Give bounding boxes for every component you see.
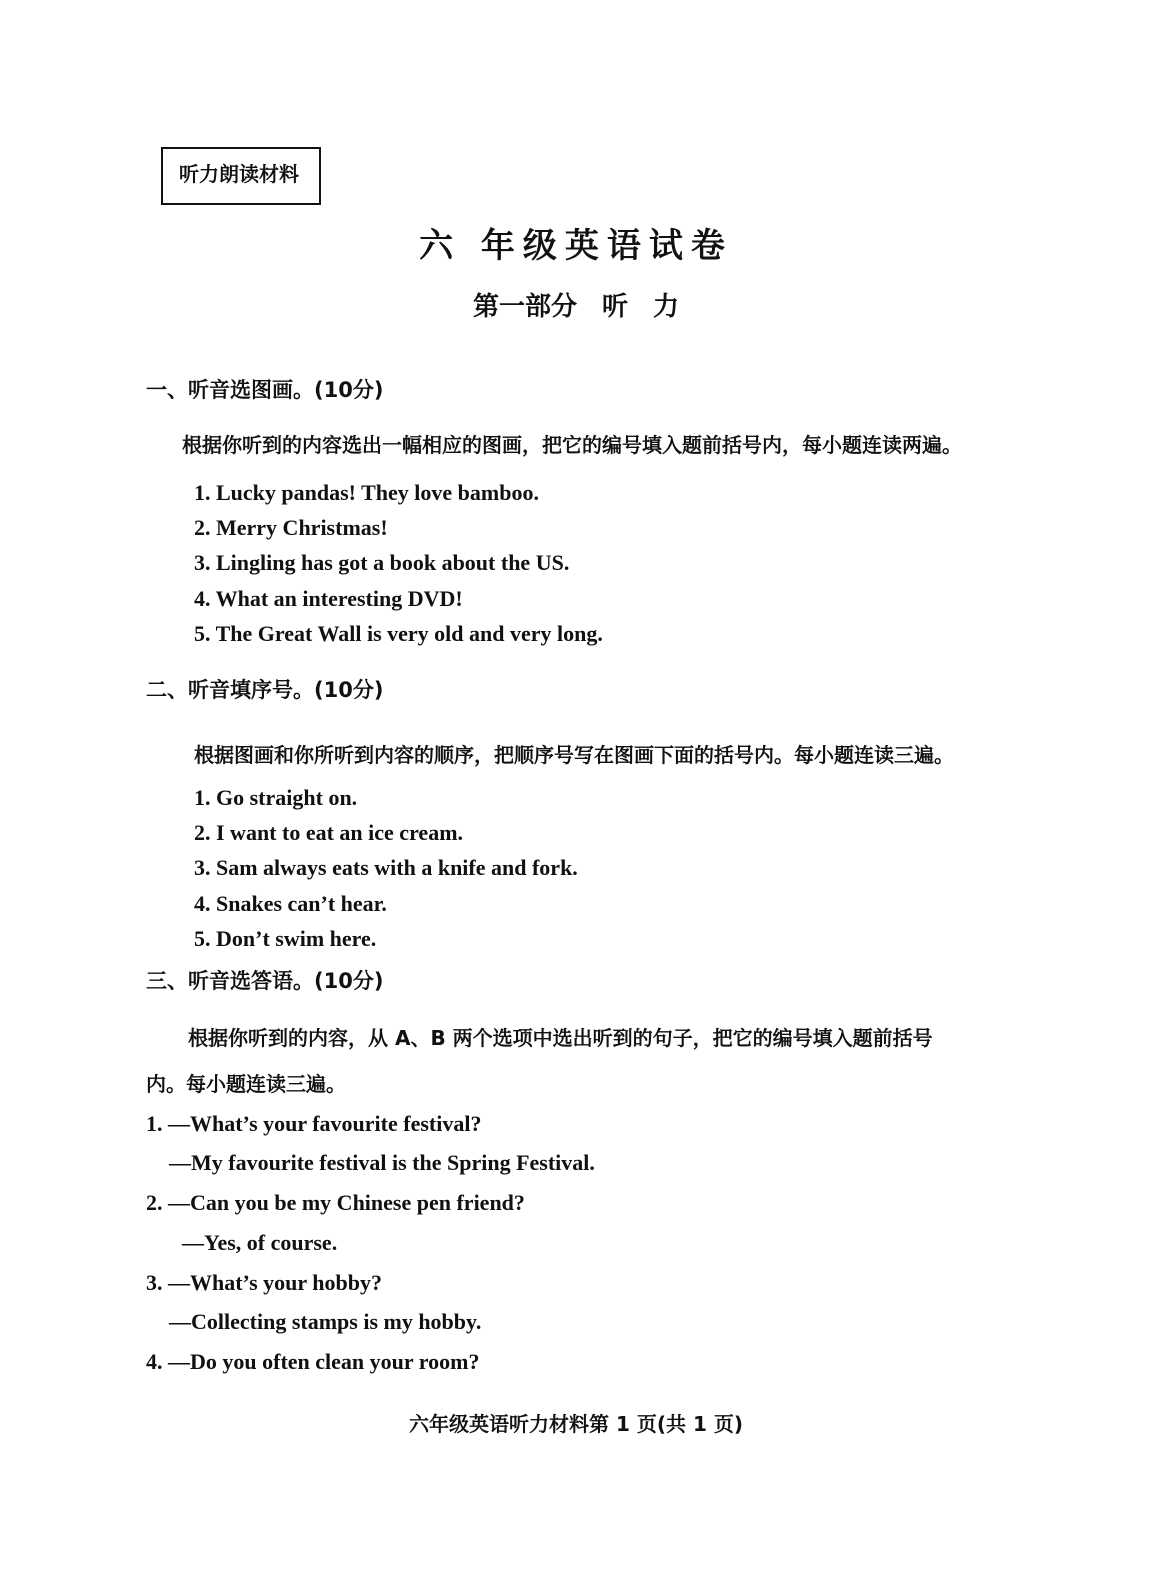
part-subtitle: 第一部分 听 力 <box>472 292 680 322</box>
section-1-item: 3. Lingling has got a book about the US. <box>194 550 570 575</box>
dialogue-question: 3. —What’s your hobby? <box>146 1270 382 1295</box>
dialogue-answer: —Yes, of course. <box>182 1230 338 1255</box>
page-footer: 六年级英语听力材料第 1 页(共 1 页) <box>409 1412 743 1436</box>
section-2-item: 2. I want to eat an ice cream. <box>194 820 464 845</box>
exam-title: 六 年级英语试卷 <box>419 226 733 266</box>
section-1-instruction: 根据你听到的内容选出一幅相应的图画，把它的编号填入题前括号内，每小题连读两遍。 <box>182 433 962 457</box>
listening-material-label: 听力朗读材料 <box>161 147 321 205</box>
section-3-instruction-line1: 根据你听到的内容，从 A、B 两个选项中选出听到的句子，把它的编号填入题前括号 <box>188 1026 933 1050</box>
dialogue-question: 4. —Do you often clean your room? <box>146 1349 480 1374</box>
dialogue-answer: —Collecting stamps is my hobby. <box>169 1309 482 1334</box>
section-1-item: 5. The Great Wall is very old and very long. <box>194 621 603 646</box>
section-1-heading: 一、听音选图画。(10分) <box>146 378 384 402</box>
section-2-item: 4. Snakes can’t hear. <box>194 891 387 916</box>
dialogue-question: 2. —Can you be my Chinese pen friend? <box>146 1190 525 1215</box>
section-2-item: 5. Don’t swim here. <box>194 926 377 951</box>
section-2-instruction: 根据图画和你所听到内容的顺序，把顺序号写在图画下面的括号内。每小题连读三遍。 <box>194 743 954 767</box>
section-2-heading: 二、听音填序号。(10分) <box>146 678 384 702</box>
dialogue-question: 1. —What’s your favourite festival? <box>146 1111 482 1136</box>
section-1-item: 1. Lucky pandas! They love bamboo. <box>194 480 539 505</box>
section-1-item: 4. What an interesting DVD! <box>194 586 463 611</box>
section-2-item: 1. Go straight on. <box>194 785 358 810</box>
section-3-instruction-line2: 内。每小题连读三遍。 <box>146 1072 346 1096</box>
section-3-heading: 三、听音选答语。(10分) <box>146 969 384 993</box>
section-2-item: 3. Sam always eats with a knife and fork. <box>194 855 578 880</box>
section-1-item: 2. Merry Christmas! <box>194 515 388 540</box>
dialogue-answer: —My favourite festival is the Spring Festival. <box>169 1150 595 1175</box>
